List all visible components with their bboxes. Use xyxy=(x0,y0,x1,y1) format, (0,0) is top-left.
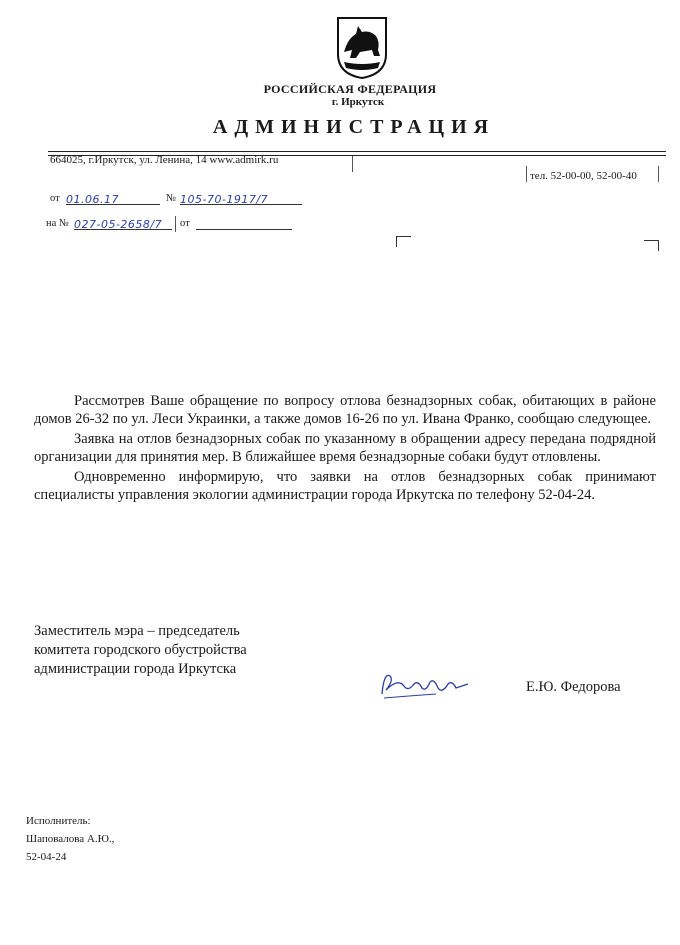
irkutsk-coat-of-arms-icon xyxy=(336,16,388,80)
address: 664025, г.Иркутск, ул. Ленина, 14 www.admirk.ru xyxy=(50,154,279,166)
addressee-corner-left xyxy=(396,236,411,247)
divider xyxy=(658,166,659,182)
signer-position-line: Заместитель мэра – председатель xyxy=(34,623,240,639)
divider xyxy=(352,156,353,172)
executor-block xyxy=(26,812,114,866)
date-value: 01.06.17 xyxy=(66,193,119,206)
addressee-corner-right xyxy=(644,240,659,251)
letter-body xyxy=(34,392,656,506)
reply-number-field xyxy=(74,215,172,230)
divider xyxy=(526,166,527,182)
executor-phone: 52-04-24 xyxy=(26,851,67,863)
divider xyxy=(175,216,176,232)
signer-position xyxy=(34,622,247,679)
paragraph: Рассмотрев Ваше обращение по вопросу отлова безнадзорных собак, обитающих в районе домов 26-32 по ул. Леси Украинки, а также домов 16-26 по ул. Ивана Франко, сообщаю следующее. xyxy=(34,393,656,427)
date-field xyxy=(66,190,160,205)
signer-position-line: комитета городского обустройства xyxy=(34,642,247,658)
reply-date-label: от xyxy=(180,218,190,229)
date-label: от xyxy=(50,193,60,204)
phone: тел. 52-00-00, 52-00-40 xyxy=(530,170,637,182)
paragraph: Одновременно информирую, что заявки на отлов безнадзорных собак принимают специалисты управления экологии администрации города Иркутска по телефону 52-04-24. xyxy=(34,469,656,503)
document-title: АДМИНИСТРАЦИЯ xyxy=(212,116,496,138)
number-label: № xyxy=(166,193,177,204)
city-name: г. Иркутск xyxy=(331,96,385,108)
reply-number-value: 027-05-2658/7 xyxy=(74,218,163,231)
executor-name: Шаповалова А.Ю., xyxy=(26,833,115,845)
reply-date-field xyxy=(196,215,292,230)
header-rule-top xyxy=(48,151,666,152)
signer-position-line: администрации города Иркутска xyxy=(34,661,237,677)
reply-number-label: на № xyxy=(46,218,69,229)
paragraph: Заявка на отлов безнадзорных собак по указанному в обращении адресу передана подрядной организации для принятия мер. В ближайшее время безнадзорные собаки будут отловлены. xyxy=(34,431,656,465)
executor-label: Исполнитель: xyxy=(26,815,91,827)
handwritten-signature xyxy=(378,666,474,711)
number-field xyxy=(180,190,302,205)
country-name: РОССИЙСКАЯ ФЕДЕРАЦИЯ xyxy=(263,82,437,96)
signer-name: Е.Ю. Федорова xyxy=(526,679,621,695)
number-value: 105-70-1917/7 xyxy=(180,193,269,206)
